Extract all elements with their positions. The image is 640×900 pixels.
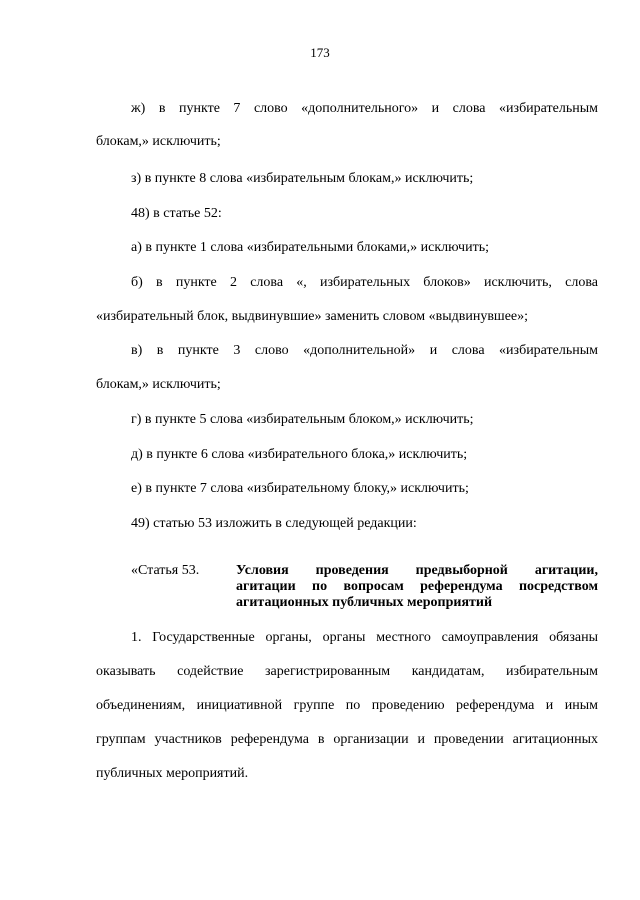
paragraph-v-line-1: в) в пункте 3 слово «дополнительной» и слова «избирательным (131, 343, 598, 358)
paragraph-b (96, 275, 598, 325)
paragraph-49-line: 49) статью 53 изложить в следующей редакции: (131, 516, 417, 531)
clause-1-line-1: 1. Государственные органы, органы местного самоуправления обязаны (131, 630, 598, 645)
clause-1-line-2: оказывать содействие зарегистрированным кандидатам, избирательным (96, 664, 598, 679)
paragraph-z-line: з) в пункте 8 слова «избирательным блокам,» исключить; (131, 171, 474, 186)
paragraph-d (96, 447, 598, 463)
clause-1-line-4: группам участников референдума в организации и проведении агитационных (96, 732, 598, 747)
clause-1-line-5: публичных мероприятий. (96, 766, 249, 781)
clause-1-line-3: объединениям, инициативной группе по проведению референдума и иным (96, 698, 598, 713)
paragraph-v (96, 343, 598, 393)
article-number-label: «Статья 53. (131, 563, 200, 578)
paragraph-g (96, 412, 598, 428)
article-title-line-2: агитации по вопросам референдума посредством (236, 579, 598, 594)
paragraph-zh (96, 101, 598, 150)
paragraph-e-line: е) в пункте 7 слова «избирательному блоку,» исключить; (131, 481, 469, 496)
article-title-line-3: агитационных публичных мероприятий (236, 595, 493, 610)
paragraph-a-line: а) в пункте 1 слова «избирательными блоками,» исключить; (131, 240, 489, 255)
paragraph-g-line: г) в пункте 5 слова «избирательным блоком,» исключить; (131, 412, 474, 427)
paragraph-b-line-2: «избирательный блок, выдвинувшие» заменить словом «выдвинувшее»; (96, 309, 529, 324)
paragraph-48-line: 48) в статье 52: (131, 206, 222, 221)
paragraph-zh-line-1: ж) в пункте 7 слово «дополнительного» и слова «избирательным (131, 101, 598, 116)
paragraph-zh-line-2: блокам,» исключить; (96, 134, 221, 149)
paragraph-d-line: д) в пункте 6 слова «избирательного блока,» исключить; (131, 447, 468, 462)
page-number: 173 (310, 45, 330, 60)
clause-1-paragraph (96, 630, 598, 782)
paragraph-a (96, 240, 598, 256)
paragraph-48 (96, 206, 598, 222)
paragraph-b-line-1: б) в пункте 2 слова «, избирательных блоков» исключить, слова (131, 275, 598, 290)
paragraph-49 (96, 516, 598, 532)
paragraph-v-line-2: блокам,» исключить; (96, 377, 221, 392)
paragraph-e (96, 481, 598, 497)
paragraph-z (96, 171, 598, 187)
article-title (236, 563, 598, 611)
article-title-line-1: Условия проведения предвыборной агитации, (236, 563, 598, 578)
